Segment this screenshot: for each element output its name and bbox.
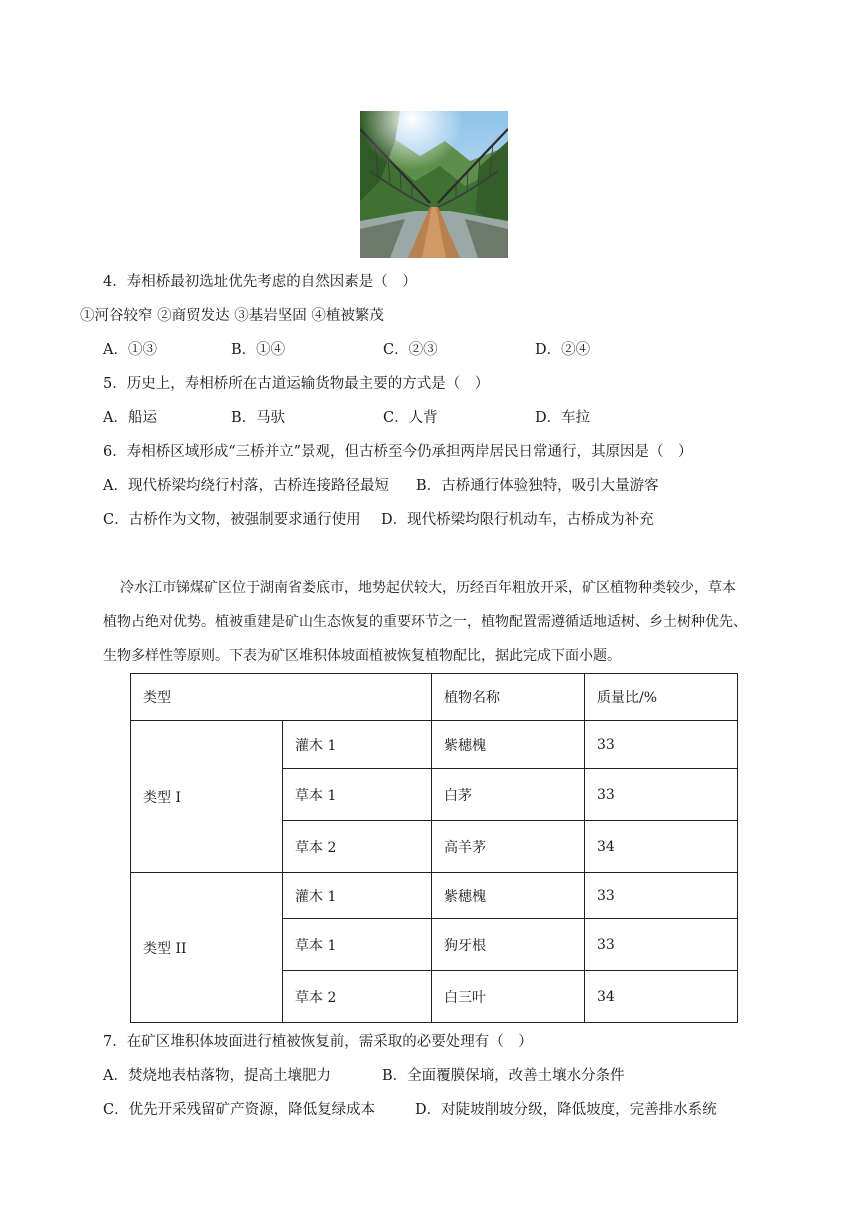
q4-stem: 4．寿相桥最初选址优先考虑的自然因素是（ ）: [103, 274, 417, 290]
header-type: 类型: [131, 674, 432, 721]
ratio-cell: 33: [585, 769, 738, 821]
layer-cell: 草本 2: [283, 821, 432, 873]
plant-cell: 紫穗槐: [432, 873, 585, 919]
plant-ratio-table: [130, 673, 738, 1023]
q6-option-c[interactable]: C．古桥作为文物，被强制要求通行使用: [103, 512, 361, 528]
plant-cell: 紫穗槐: [432, 721, 585, 769]
q4-items: ①河谷较窄 ②商贸发达 ③基岩坚固 ④植被繁茂: [80, 308, 384, 324]
q5-stem: 5．历史上，寿相桥所在古道运输货物最主要的方式是（ ）: [103, 376, 490, 392]
q6-option-b[interactable]: B．古桥通行体验独特，吸引大量游客: [416, 478, 659, 494]
ratio-cell: 33: [585, 919, 738, 971]
layer-cell: 灌木 1: [283, 721, 432, 769]
q7-option-d[interactable]: D．对陡坡削坡分级，降低坡度，完善排水系统: [415, 1102, 717, 1118]
q6-stem: 6．寿相桥区域形成“三桥并立”景观，但古桥至今仍承担两岸居民日常通行，其原因是（ ）: [103, 444, 693, 460]
ratio-cell: 33: [585, 721, 738, 769]
q5-option-d[interactable]: D．车拉: [535, 410, 591, 426]
q4-option-a[interactable]: A．①③: [103, 342, 157, 358]
suspension-bridge-photo: [360, 111, 508, 258]
plant-cell: 白茅: [432, 769, 585, 821]
plant-cell: 白三叶: [432, 971, 585, 1023]
q6-option-a[interactable]: A．现代桥梁均绕行村落，古桥连接路径最短: [103, 478, 389, 494]
passage-line-2: 植物占绝对优势。植被重建是矿山生态恢复的重要环节之一，植物配置需遵循适地适树、乡土树种优先、: [103, 614, 747, 630]
group-type-2: 类型 II: [131, 873, 283, 1023]
table-row: [131, 721, 738, 769]
q7-option-b[interactable]: B．全面覆膜保墒，改善土壤水分条件: [382, 1068, 625, 1084]
ratio-cell: 34: [585, 971, 738, 1023]
q5-option-c[interactable]: C．人背: [383, 410, 438, 426]
ratio-cell: 34: [585, 821, 738, 873]
q4-option-b[interactable]: B．①④: [231, 342, 286, 358]
passage-line-1: 冷水江市锑煤矿区位于湖南省娄底市，地势起伏较大，历经百年粗放开采，矿区植物种类较少，草本: [120, 580, 736, 596]
layer-cell: 草本 1: [283, 769, 432, 821]
header-ratio: 质量比/%: [585, 674, 738, 721]
q5-option-b[interactable]: B．马驮: [231, 410, 286, 426]
layer-cell: 草本 1: [283, 919, 432, 971]
group-type-1: 类型 I: [131, 721, 283, 873]
q4-option-c[interactable]: C．②③: [383, 342, 438, 358]
header-plant: 植物名称: [432, 674, 585, 721]
layer-cell: 灌木 1: [283, 873, 432, 919]
table-row: [131, 873, 738, 919]
plant-cell: 狗牙根: [432, 919, 585, 971]
q6-option-d[interactable]: D．现代桥梁均限行机动车，古桥成为补充: [381, 512, 654, 528]
q5-option-a[interactable]: A．船运: [103, 410, 157, 426]
table-header-row: [131, 674, 738, 721]
layer-cell: 草本 2: [283, 971, 432, 1023]
q7-option-c[interactable]: C．优先开采残留矿产资源，降低复绿成本: [103, 1102, 376, 1118]
q7-option-a[interactable]: A．焚烧地表枯落物，提高土壤肥力: [103, 1068, 331, 1084]
plant-cell: 高羊茅: [432, 821, 585, 873]
q4-option-d[interactable]: D．②④: [535, 342, 591, 358]
ratio-cell: 33: [585, 873, 738, 919]
passage-line-3: 生物多样性等原则。下表为矿区堆积体坡面植被恢复植物配比，据此完成下面小题。: [103, 648, 621, 664]
q7-stem: 7．在矿区堆积体坡面进行植被恢复前，需采取的必要处理有（ ）: [103, 1034, 533, 1050]
